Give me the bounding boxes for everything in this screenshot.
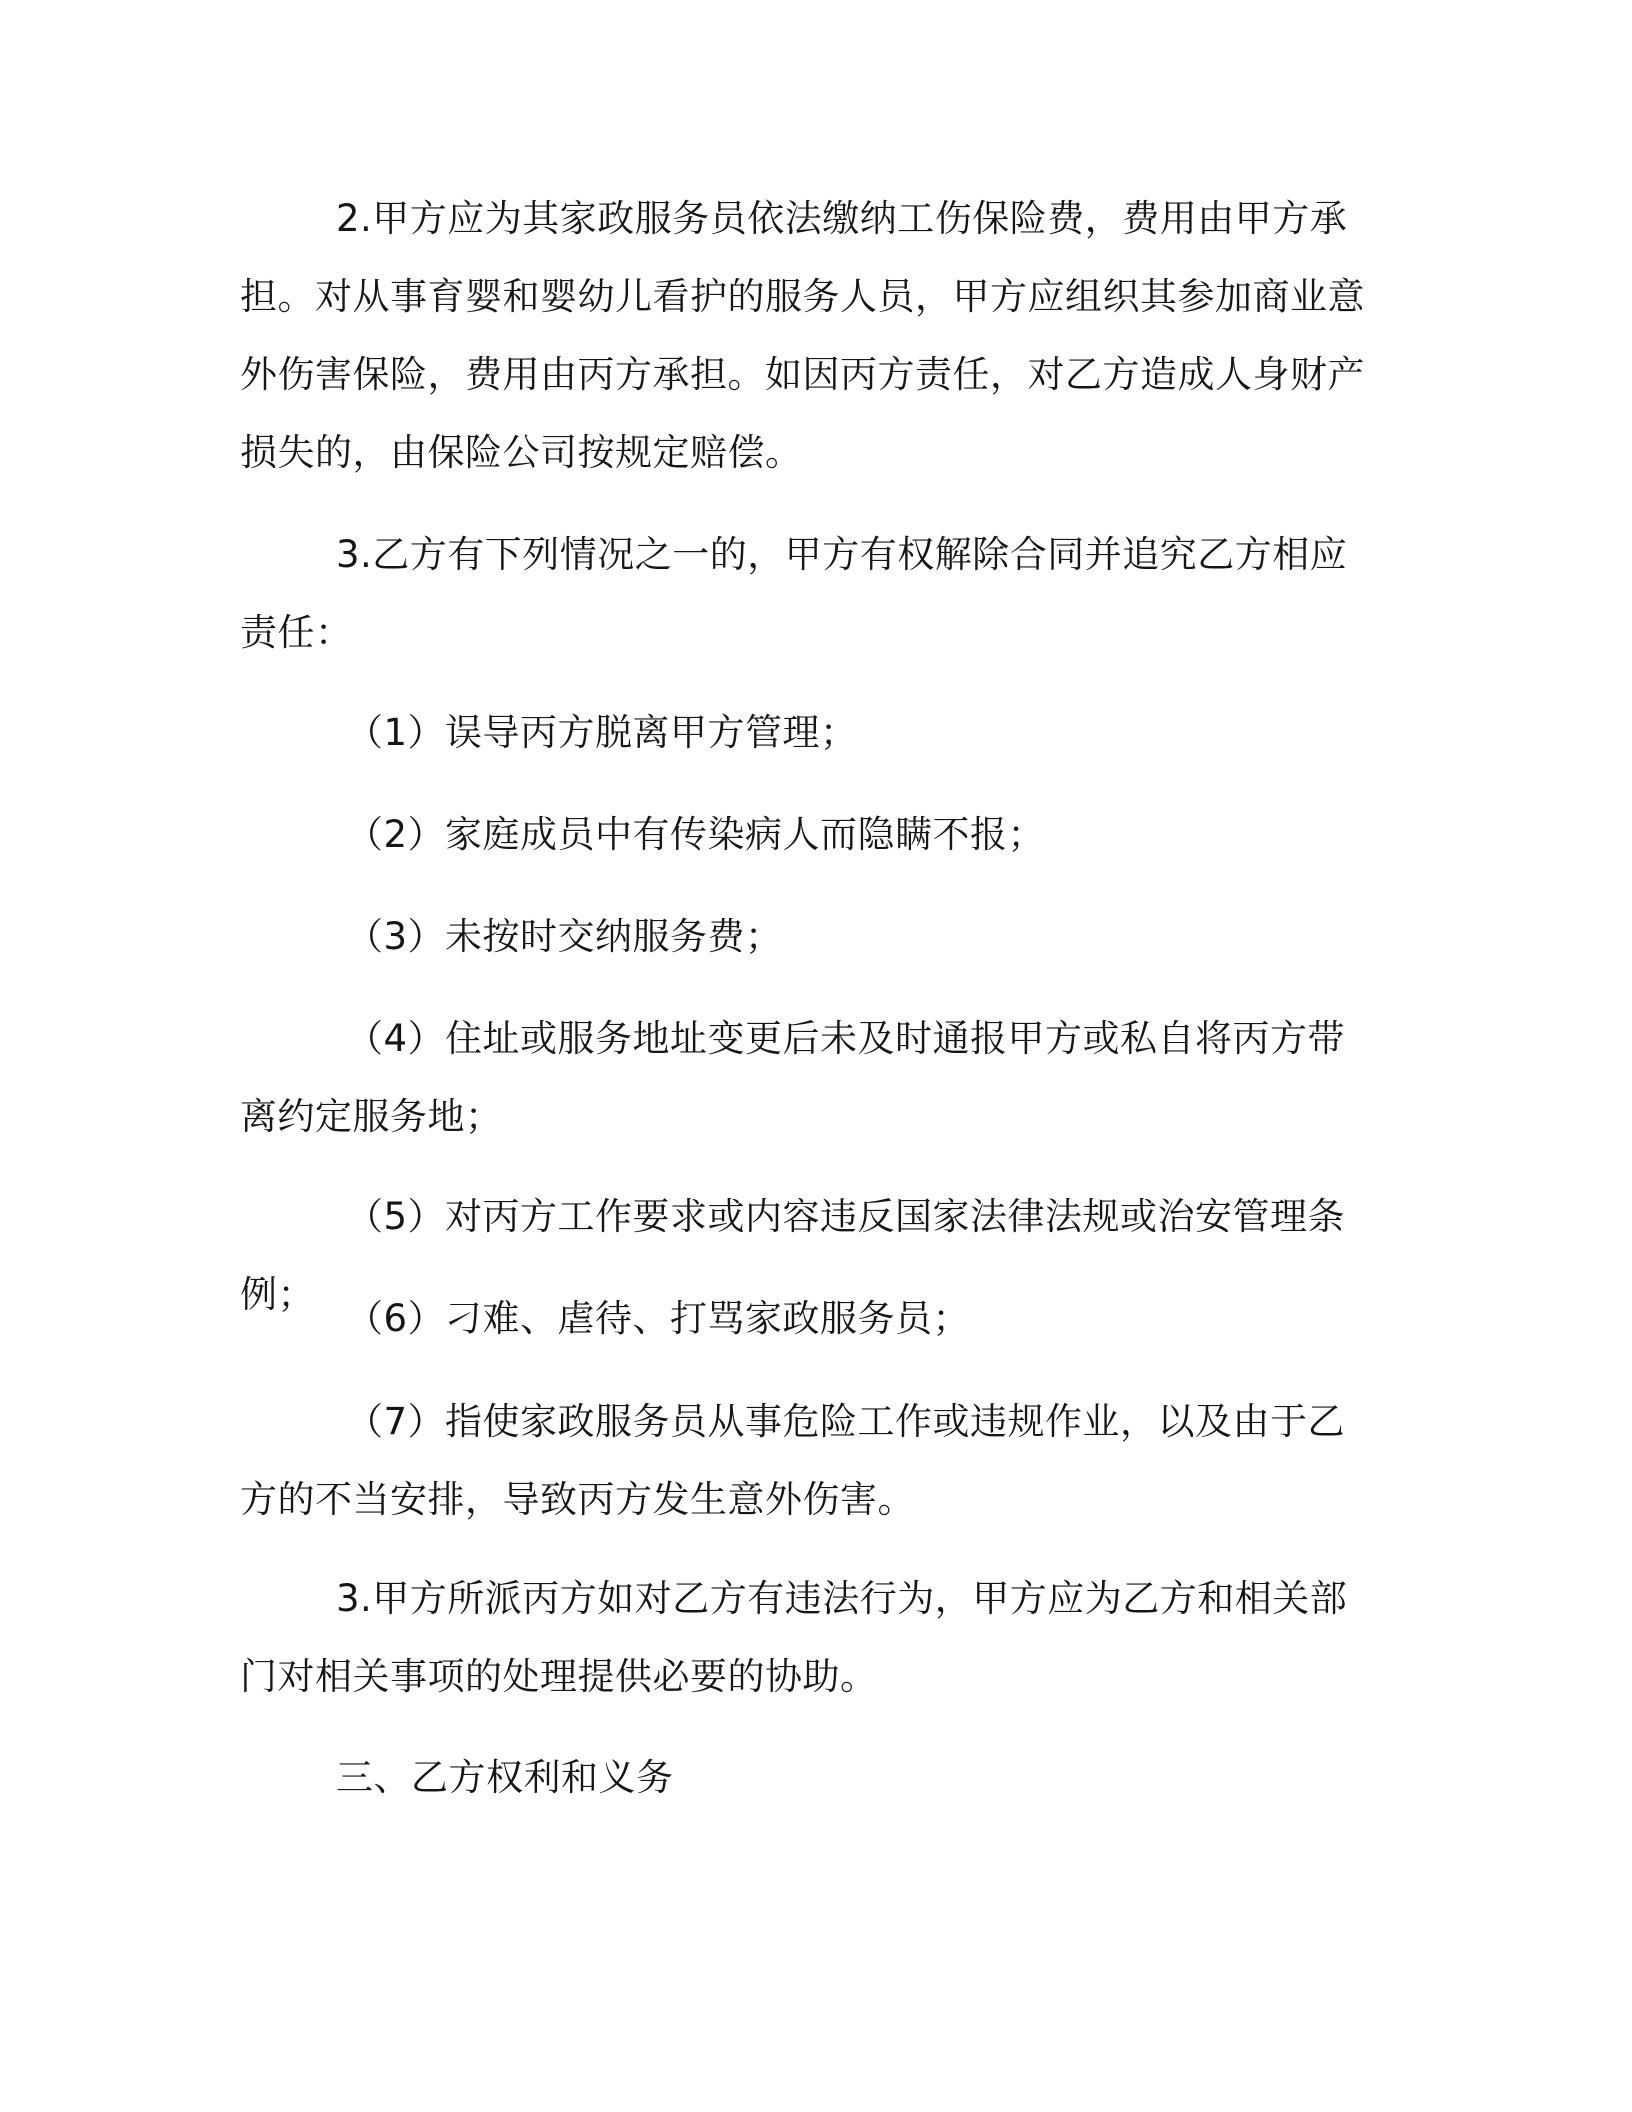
section-heading-3: 三、乙方权利和义务 [336,1756,674,1799]
paragraph-2-insurance: 2.甲方应为其家政服务员依法缴纳工伤保险费，费用由甲方承担。对从事育婴和婴幼儿看护的服务人员，甲方应组织其参加商业意外伤害保险，费用由丙方承担。如因丙方责任，对乙方造成人身财产损失的，由保险公司按规定赔偿。 [240,197,1365,474]
paragraph-3-assistance: 3.甲方所派丙方如对乙方有违法行为，甲方应为乙方和相关部门对相关事项的处理提供必要的协助。 [240,1577,1348,1698]
list-item-1: （1）误导丙方脱离甲方管理； [346,711,858,754]
list-item-3: （3）未按时交纳服务费； [346,915,783,958]
list-item-4: （4）住址或服务地址变更后未及时通报甲方或私自将丙方带离约定服务地； [240,1017,1346,1138]
paragraph-3-termination-conditions: 3.乙方有下列情况之一的，甲方有权解除合同并追究乙方相应责任： [240,533,1348,654]
list-item-7: （7）指使家政服务员从事危险工作或违规作业，以及由于乙方的不当安排，导致丙方发生意外伤害。 [240,1400,1346,1521]
list-item-5: （5）对丙方工作要求或内容违反国家法律法规或治安管理条例； [240,1195,1346,1316]
list-item-2: （2）家庭成员中有传染病人而隐瞒不报； [346,813,1046,856]
list-item-6: （6）刁难、虐待、打骂家政服务员； [346,1297,971,1340]
